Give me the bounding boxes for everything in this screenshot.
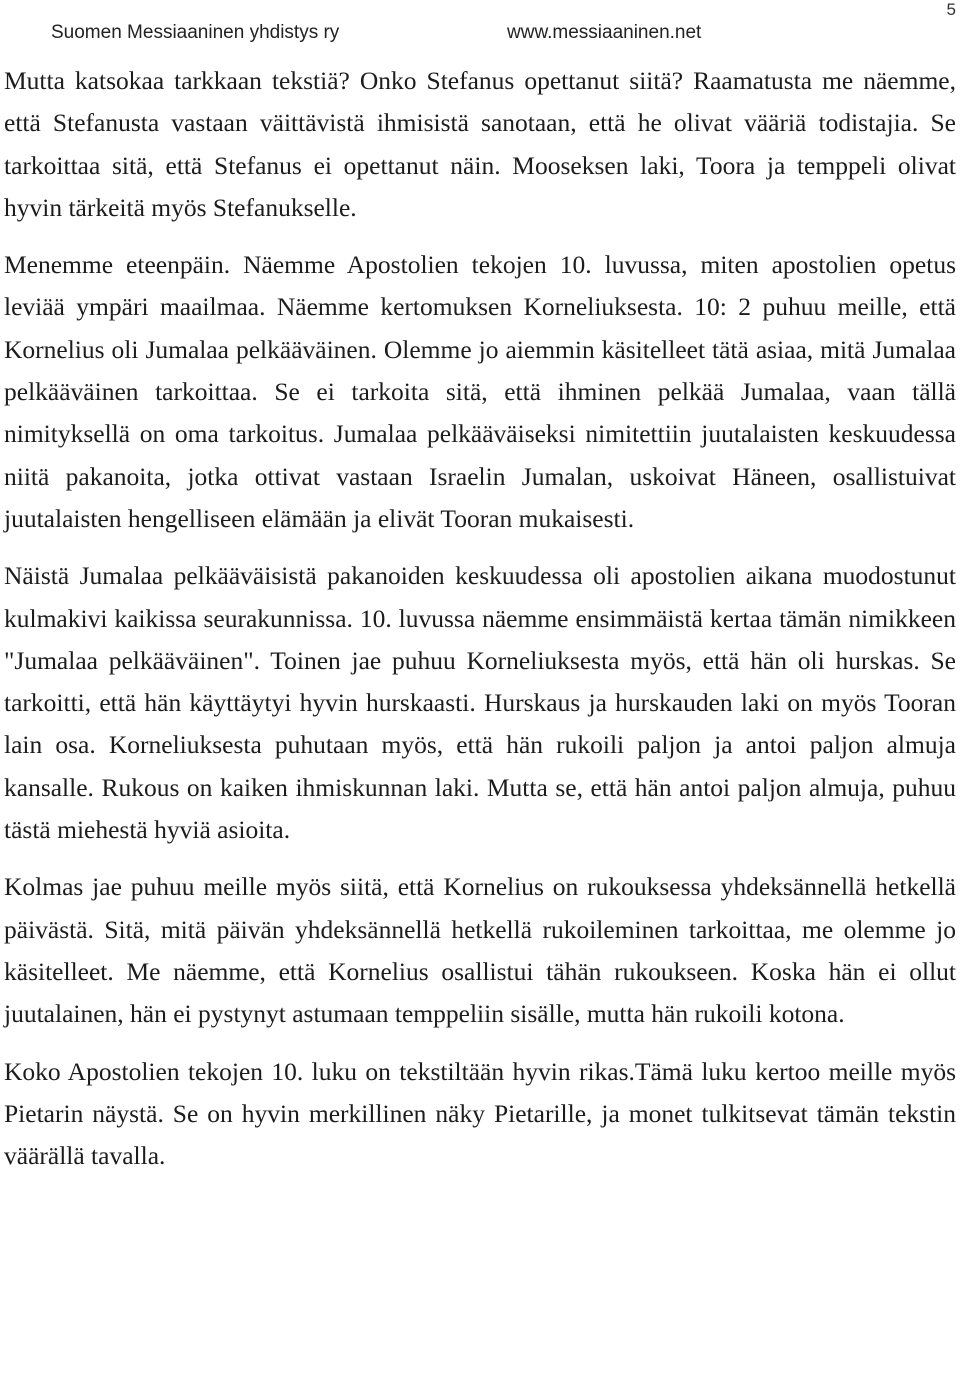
document-body bbox=[4, 60, 956, 1177]
paragraph: Mutta katsokaa tarkkaan tekstiä? Onko Stefanus opettanut siitä? Raamatusta me näemme, että Stefanusta vastaan väittävistä ihmisistä sanotaan, että he olivat vääriä todistajia. Se tarkoittaa sitä, että Stefanus ei opettanut näin. Mooseksen laki, Toora ja temppeli olivat hyvin tärkeitä myös Stefanukselle. bbox=[4, 66, 956, 222]
paragraph: Kolmas jae puhuu meille myös siitä, että Kornelius on rukouksessa yhdeksännellä hetkellä päivästä. Sitä, mitä päivän yhdeksännellä hetkellä rukoileminen tarkoittaa, me olemme jo käsitelleet. Me näemme, että Kornelius osallistui tähän rukoukseen. Koska hän ei ollut juutalainen, hän ei pystynyt astumaan temppeliin sisälle, mutta hän rukoili kotona. bbox=[4, 872, 956, 1029]
paragraph: Näistä Jumalaa pelkääväisistä pakanoiden keskuudessa oli apostolien aikana muodostunut kulmakivi kaikissa seurakunnissa. 10. luvussa näemme ensimmäistä kertaa tämän nimikkeen "Jumalaa pelkääväinen". Toinen jae puhuu Korneliuksesta myös, että hän oli hurskas. Se tarkoitti, että hän käyttäytyi hyvin hurskaasti. Hurskaus ja hurskauden laki on myös Tooran lain osa. Korneliuksesta puhutaan myös, että hän rukoili paljon ja antoi paljon almuja kansalle. Rukous on kaiken ihmiskunnan laki. Mutta se, että hän antoi paljon almuja, puhuu tästä miehestä hyviä asioita. bbox=[4, 561, 956, 845]
website-url: www.messiaaninen.net bbox=[507, 22, 702, 43]
page-number: 5 bbox=[946, 0, 956, 19]
organization-name: Suomen Messiaaninen yhdistys ry bbox=[51, 22, 340, 43]
paragraph: Koko Apostolien tekojen 10. luku on tekstiltään hyvin rikas.Tämä luku kertoo meille myös Pietarin näystä. Se on hyvin merkillinen näky Pietarille, ja monet tulkitsevat tämän tekstin väärällä tavalla. bbox=[4, 1056, 956, 1171]
page-header bbox=[0, 0, 960, 60]
paragraph: Menemme eteenpäin. Näemme Apostolien tekojen 10. luvussa, miten apostolien opetus leviää ympäri maailmaa. Näemme kertomuksen Korneliuksesta. 10: 2 puhuu meille, että Kornelius oli Jumalaa pelkääväinen. Olemme jo aiemmin käsitelleet tätä asiaa, mitä Jumalaa pelkääväinen tarkoittaa. Se ei tarkoita sitä, että ihminen pelkää Jumalaa, vaan tällä nimityksellä on oma tarkoitus. Jumalaa pelkääväiseksi nimitettiin juutalaisten keskuudessa niitä pakanoita, jotka ottivat vastaan Israelin Jumalan, uskoivat Häneen, osallistuivat juutalaisten hengelliseen elämään ja elivät Tooran mukaisesti. bbox=[4, 250, 956, 533]
